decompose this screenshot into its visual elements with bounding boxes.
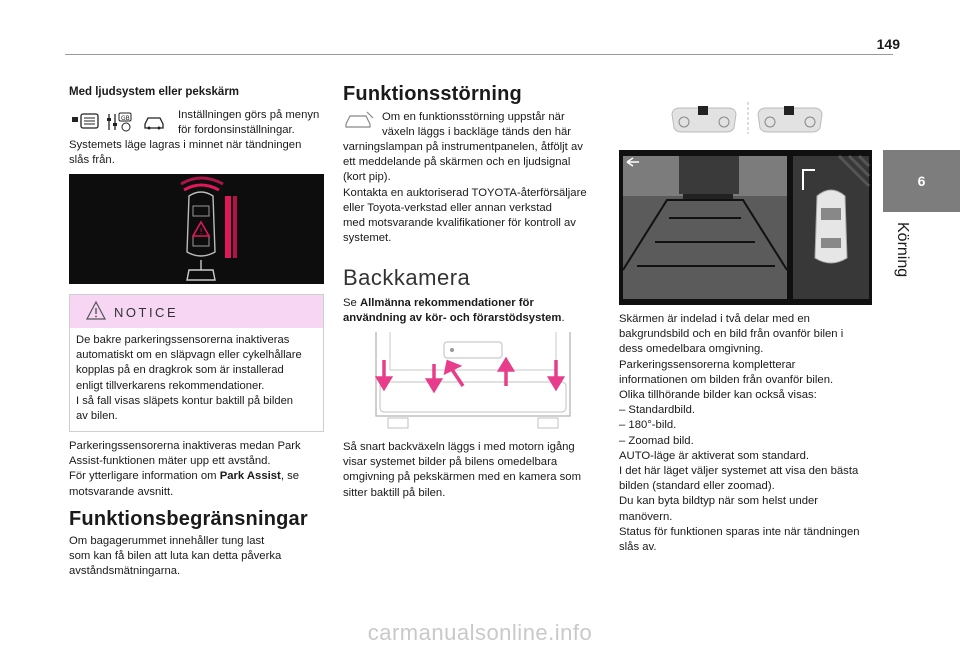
paragraph-line: bilden (standard eller zoomad).	[619, 480, 775, 493]
warning-triangle-icon	[86, 301, 106, 320]
list-item: – 180°-bild.	[619, 419, 677, 432]
paragraph-line: I det här läget väljer systemet att visa den bästa	[619, 465, 859, 478]
subheading-audio: Med ljudsystem eller pekskärm	[69, 86, 240, 98]
settings-note	[178, 108, 328, 138]
screen-description	[619, 312, 881, 555]
notice-line: av bilen.	[76, 410, 118, 423]
camera-paragraph	[343, 440, 605, 501]
paragraph-line: avståndsmätningarna.	[69, 565, 181, 578]
paragraph-line: motsvarande avsnitt.	[69, 485, 174, 498]
camera-screen-image	[619, 150, 872, 305]
watermark: carmanualsonline.info	[367, 620, 593, 645]
settings-note-line: Inställningen görs på menyn	[178, 109, 320, 121]
paragraph-line: Du kan byta bildtyp när som helst under	[619, 495, 819, 508]
memory-note-line: Systemets läge lagras i minnet när tändningen	[69, 139, 302, 151]
notice-line: De bakre parkeringssensorerna inaktiveras	[76, 334, 290, 346]
heading-limitations: Funktionsbegränsningar	[69, 508, 308, 530]
park-assist-link: Park Assist	[219, 470, 281, 483]
paragraph-line: manövern.	[619, 510, 673, 523]
list-item: – Standardbild.	[619, 404, 695, 417]
paragraph-line: varningslampan på instrumentpanelen, åtföljt av	[343, 141, 583, 153]
paragraph-line: Status för funktionen sparas inte när tändningen	[619, 525, 860, 538]
malfunction-paragraph	[343, 140, 605, 246]
paragraph-line: sitter baktill på bilen.	[343, 486, 446, 499]
paragraph-line: AUTO-läge är aktiverat som standard.	[619, 449, 810, 462]
memory-note-line: slås från.	[69, 154, 115, 167]
settings-icons	[71, 112, 171, 134]
paragraph-line: eller Toyota-verkstad eller annan verkstad	[343, 201, 552, 214]
settings-menu-icons	[71, 112, 171, 134]
paragraph-line: Kontakta en auktoriserad TOYOTA-återförsäljare	[343, 186, 587, 199]
text-run: .	[561, 312, 565, 325]
paragraph-line: Om en funktionsstörning uppstår när	[382, 111, 565, 123]
mirror-icons	[668, 100, 828, 136]
paragraph-line	[343, 311, 605, 326]
paragraph-line: Skärmen är indelad i två delar med en	[619, 313, 810, 325]
limitations-paragraph	[69, 534, 331, 580]
paragraph-line: bakgrundsbild och en bild från ovanför bilen i	[619, 328, 844, 341]
text-run: , se	[280, 470, 300, 483]
notice-line: I så fall visas släpets kontur baktill på bilden	[76, 394, 294, 407]
chapter-number: 6	[917, 173, 926, 189]
notice-line: kopplas på en dragkrok som är installerad	[76, 364, 284, 377]
rear-vehicle-image	[368, 330, 578, 430]
top-rule	[65, 54, 893, 55]
paragraph-line: Assist-funktionen mäter upp ett avstånd.	[69, 455, 271, 468]
reference-paragraph	[343, 296, 605, 326]
paragraph-line: informationen om bilden från ovanför bilen.	[619, 373, 834, 386]
notice-line: enligt tillverkarens rekommendationer.	[76, 379, 265, 392]
warning-car-icon	[343, 110, 377, 130]
paragraph-line: Olika tillhörande bilder kan också visas:	[619, 389, 817, 402]
svg-text:GB: GB	[121, 115, 130, 122]
notice-title: NOTICE	[114, 305, 179, 320]
rear-bumper-sensors-illustration	[368, 330, 578, 430]
paragraph-line: dess omedelbara omgivning.	[619, 343, 764, 356]
paragraph-line: med motsvarande kvalifikationer för kontroll av	[343, 217, 576, 230]
paragraph-line: (kort pip).	[343, 171, 391, 184]
page-number: 149	[876, 36, 900, 52]
notice-header	[70, 295, 323, 328]
malfunction-icon-wrap	[343, 110, 377, 130]
memory-note	[69, 138, 329, 168]
camera-mirror-icons	[668, 100, 828, 136]
chapter-tab[interactable]	[883, 150, 960, 212]
paragraph-line: Parkeringssensorerna inaktiveras medan Park	[69, 440, 301, 452]
paragraph-line: Så snart backväxeln läggs i med motorn igång	[343, 441, 575, 453]
text-run: För ytterligare information om	[69, 470, 220, 483]
paragraph-line: omgivning på pekskärmen med en kamera som	[343, 471, 581, 484]
notice-line: automatiskt om en släpvagn eller cykelhållare	[76, 349, 302, 362]
svg-text:!: !	[199, 227, 203, 236]
notice-body	[76, 333, 321, 424]
parking-sensor-illustration	[69, 174, 324, 284]
parking-sensor-image	[69, 174, 324, 284]
paragraph-line: visar systemet bilder på bilens omedelbara	[343, 456, 558, 469]
paragraph-line: som kan få bilen att luta kan detta påverka	[69, 550, 282, 563]
chapter-label-text: Körning	[894, 222, 911, 278]
paragraph-line: Parkeringssensorerna kompletterar	[619, 358, 796, 371]
park-assist-paragraph	[69, 439, 331, 500]
text-run: Se	[343, 297, 360, 309]
malfunction-intro	[382, 110, 602, 140]
settings-note-line: för fordonsinställningar.	[178, 124, 295, 137]
paragraph-line: ett meddelande på skärmen och en ljudsignal	[343, 156, 571, 169]
reverse-camera-split-view	[619, 150, 872, 305]
paragraph-line: systemet.	[343, 232, 392, 245]
paragraph-line: Om bagagerummet innehåller tung last	[69, 535, 265, 547]
chapter-label	[883, 222, 923, 302]
list-item: – Zoomad bild.	[619, 434, 694, 447]
paragraph-line	[69, 469, 331, 484]
reference-link: användning av kör- och förarstödsystem	[343, 312, 562, 325]
paragraph-line: slås av.	[619, 541, 657, 554]
paragraph-line	[343, 296, 605, 311]
reference-link: Allmänna rekommendationer för	[359, 297, 534, 309]
notice-box	[69, 294, 324, 432]
heading-reverse-camera: Backkamera	[343, 265, 471, 290]
paragraph-line: växeln läggs i backläge tänds den här	[382, 126, 572, 139]
heading-malfunction: Funktionsstörning	[343, 83, 522, 105]
